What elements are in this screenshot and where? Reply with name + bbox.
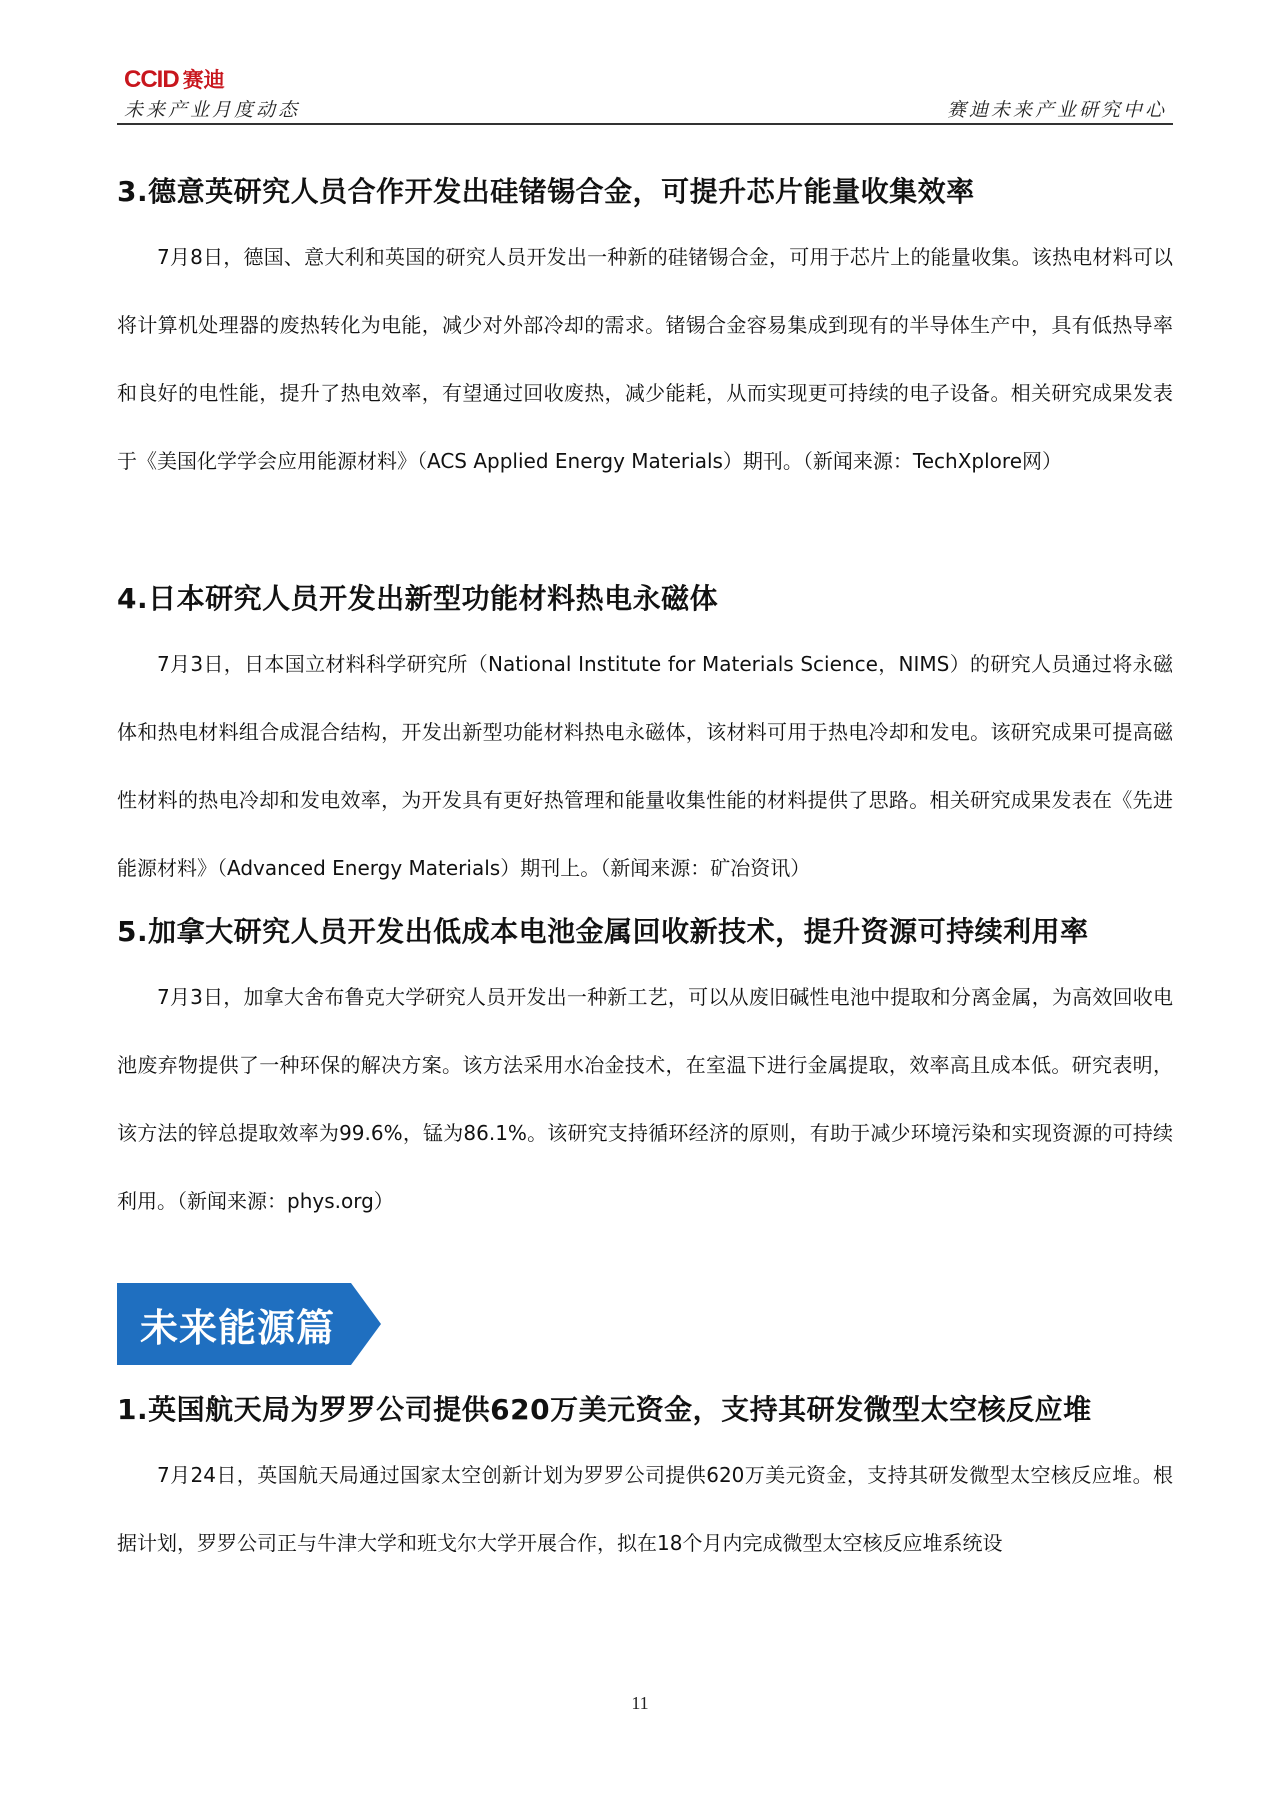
ccid-logo [124, 64, 225, 94]
header-left-caption: 未来产业月度动态 [124, 99, 301, 121]
page-header [117, 56, 1173, 126]
page-number: 11 [631, 1693, 649, 1713]
section-banner [117, 1283, 381, 1365]
logo-cn-text: 赛迪 [182, 68, 225, 92]
article-body: 7月8日，德国、意大利和英国的研究人员开发出一种新的硅锗锡合金，可用于芯片上的能量收集。该热电材料可以将计算机处理器的废热转化为电能，减少对外部冷却的需求。锗锡合金容易集成到现有的半导体生产中，具有低热导率和良好的电性能，提升了热电效率，有望通过回收废热，减少能耗，从而实现更可持续的电子设备。相关研究成果发表于《美国化学学会应用能源材料》（ACS Applied Energy Materials）期刊。（新闻来源：TechXplore网） [117, 245, 1173, 473]
article-title: 5.加拿大研究人员开发出低成本电池金属回收新技术，提升资源可持续利用率 [117, 915, 1089, 948]
article-body: 7月3日，加拿大舍布鲁克大学研究人员开发出一种新工艺，可以从废旧碱性电池中提取和分离金属，为高效回收电池废弃物提供了一种环保的解决方案。该方法采用水冶金技术，在室温下进行金属提取，效率高且成本低。研究表明，该方法的锌总提取效率为99.6%，锰为86.1%。该研究支持循环经济的原则，有助于减少环境污染和实现资源的可持续利用。（新闻来源：phys.org） [117, 985, 1173, 1213]
article-title: 3.德意英研究人员合作开发出硅锗锡合金，可提升芯片能量收集效率 [117, 175, 975, 208]
article-body: 7月24日，英国航天局通过国家太空创新计划为罗罗公司提供620万美元资金，支持其研发微型太空核反应堆。根据计划，罗罗公司正与牛津大学和班戈尔大学开展合作，拟在18个月内完成微型太空核反应堆系统设 [117, 1463, 1173, 1555]
article-body: 7月3日，日本国立材料科学研究所（National Institute for Materials Science，NIMS）的研究人员通过将永磁体和热电材料组合成混合结构，开发出新型功能材料热电永磁体，该材料可用于热电冷却和发电。该研究成果可提高磁性材料的热电冷却和发电效率，为开发具有更好热管理和能量收集性能的材料提供了思路。相关研究成果发表在《先进能源材料》（Advanced Energy Materials）期刊上。（新闻来源：矿冶资讯） [117, 652, 1173, 880]
section-banner-label: 未来能源篇 [140, 1306, 336, 1350]
header-divider [117, 123, 1173, 125]
header-right-caption: 赛迪未来产业研究中心 [946, 99, 1167, 121]
logo-text: CCID [124, 66, 179, 93]
article-title: 1.英国航天局为罗罗公司提供620万美元资金，支持其研发微型太空核反应堆 [117, 1393, 1092, 1426]
article-title: 4.日本研究人员开发出新型功能材料热电永磁体 [117, 582, 719, 615]
